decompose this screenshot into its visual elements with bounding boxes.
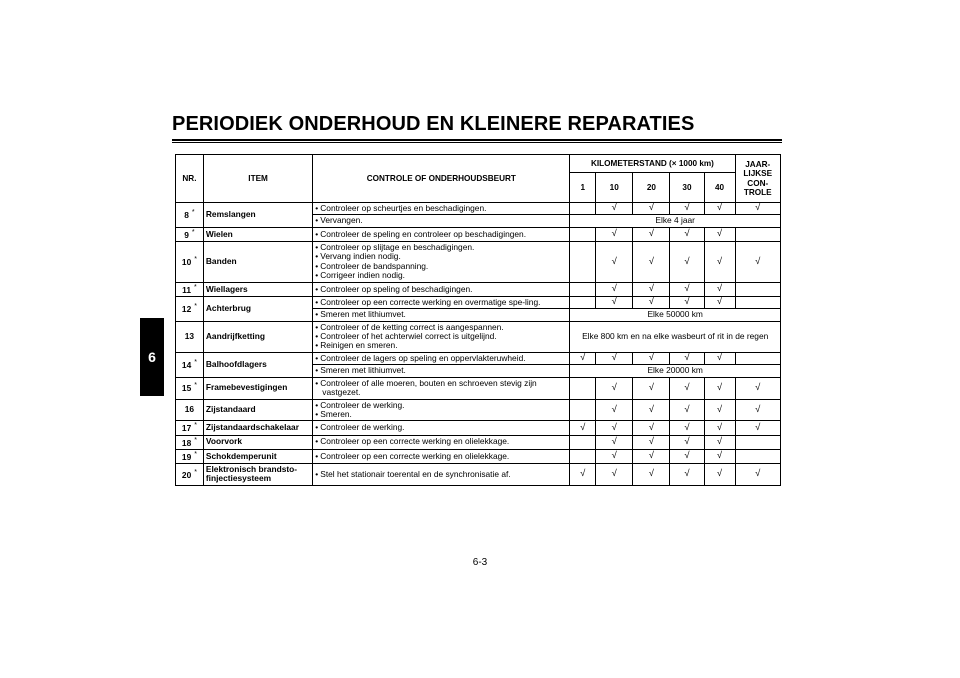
check-cell [704,242,735,283]
check-cell [735,282,780,296]
row-item: Elektronisch brandsto-finjectiesysteem [203,463,312,485]
row-number-value: 16 [184,404,195,415]
description-list [315,437,567,446]
check-mark: √ [684,352,690,364]
row-number-value: 17 [181,423,192,434]
check-cell [704,421,735,435]
table-row [176,399,781,421]
check-mark: √ [611,282,617,294]
table-row [176,203,781,215]
row-item: Wiellagers [203,282,312,296]
check-mark: √ [684,202,690,214]
check-mark: √ [684,435,690,447]
row-star: * [191,228,195,236]
check-cell [670,203,704,215]
row-star: * [194,359,197,367]
row-description [313,242,570,283]
interval-text: Elke 800 km en na elke wasbeurt of rit in de regen [570,321,781,352]
check-mark: √ [611,296,617,308]
check-mark: √ [755,403,761,415]
row-star: * [191,209,195,217]
table-row [176,449,781,463]
check-mark: √ [755,255,761,267]
row-number-value: 20 [181,469,192,480]
check-cell [570,352,596,364]
description-list [315,401,567,420]
check-mark: √ [716,296,723,308]
description-item: • Controleer de bandspanning. [315,262,567,271]
check-cell [670,435,704,449]
check-cell [633,352,670,364]
table-row [176,352,781,364]
description-list [315,243,567,281]
row-star: * [194,303,197,311]
check-cell [735,242,780,283]
check-cell [633,282,670,296]
check-mark: √ [611,468,617,480]
header-km-40: 40 [704,173,735,203]
check-cell [596,352,633,364]
check-mark: √ [648,255,654,267]
check-cell [570,242,596,283]
row-description [313,282,570,296]
check-cell [570,282,596,296]
description-item: • Controleer de werking. [315,423,567,432]
check-mark: √ [648,202,654,214]
check-cell [670,421,704,435]
check-cell [570,399,596,421]
check-mark: √ [684,468,690,480]
description-item: • Smeren met lithiumvet. [315,310,567,319]
check-cell [670,377,704,399]
table-row [176,463,781,485]
check-mark: √ [611,202,617,214]
check-mark: √ [611,381,617,393]
header-check: CONTROLE OF ONDERHOUDSBEURT [313,155,570,203]
check-cell [596,242,633,283]
check-cell [633,227,670,241]
check-mark: √ [611,435,617,447]
description-item: • Smeren. [315,410,567,419]
row-star: * [194,283,197,291]
check-mark: √ [716,255,723,267]
check-cell [735,377,780,399]
check-mark: √ [611,352,617,364]
check-cell [704,377,735,399]
check-mark: √ [684,403,690,415]
description-item: • Controleer op scheurtjes en beschadigingen. [315,204,567,213]
description-list [315,323,567,351]
check-mark: √ [611,228,617,240]
check-mark: √ [648,282,654,294]
check-cell [735,449,780,463]
description-item: • Controleer op speling of beschadigingen. [315,285,567,294]
check-mark: √ [648,403,654,415]
row-star: * [194,422,197,430]
row-item: Zijstandaardschakelaar [203,421,312,435]
page-title: PERIODIEK ONDERHOUD EN KLEINERE REPARATIES [172,113,695,135]
check-cell [633,421,670,435]
row-number [176,282,204,296]
title-underline [172,139,782,141]
row-description [313,421,570,435]
check-mark: √ [648,352,654,364]
header-km-1: 1 [570,173,596,203]
check-cell [633,449,670,463]
check-cell [735,399,780,421]
check-mark: √ [648,296,654,308]
check-cell [596,377,633,399]
check-cell [596,227,633,241]
description-item: • Reinigen en smeren. [315,341,567,350]
check-mark: √ [755,202,761,214]
check-cell [735,435,780,449]
row-item: Zijstandaard [203,399,312,421]
description-list [315,298,567,307]
description-list [315,354,567,363]
check-mark: √ [716,403,723,415]
check-mark: √ [684,450,690,461]
row-description [313,399,570,421]
row-number [176,352,204,377]
check-cell [596,296,633,308]
description-item: • Stel het stationair toerental en de synchronisatie af. [315,470,567,479]
row-description [313,352,570,364]
check-mark: √ [684,296,690,308]
row-number [176,421,204,435]
row-description [313,321,570,352]
check-cell [570,296,596,308]
row-number [176,321,204,352]
check-mark: √ [684,421,690,433]
row-description [313,203,570,215]
row-item: Voorvork [203,435,312,449]
check-cell [596,421,633,435]
row-star: * [194,256,197,264]
check-mark: √ [716,450,723,461]
row-number [176,449,204,463]
interval-text: Elke 50000 km [570,309,781,321]
check-mark: √ [648,228,654,240]
check-cell [633,435,670,449]
check-cell [735,463,780,485]
description-item: • Smeren met lithiumvet. [315,366,567,375]
header-annual: JAAR-LIJKSE CON-TROLE [735,155,780,203]
description-list [315,216,567,225]
check-cell [704,399,735,421]
check-cell [570,435,596,449]
check-mark: √ [580,352,586,364]
section-tab: 6 [140,318,164,396]
check-cell [670,242,704,283]
check-cell [704,203,735,215]
check-mark: √ [611,421,617,433]
table-row [176,296,781,308]
check-cell [633,463,670,485]
description-list [315,379,567,398]
row-description [313,215,570,227]
check-cell [570,377,596,399]
header-nr: NR. [176,155,204,203]
description-item: • Vervang indien nodig. [315,252,567,261]
check-cell [704,449,735,463]
row-number [176,242,204,283]
row-description [313,435,570,449]
table-row [176,321,781,352]
description-list [315,310,567,319]
check-cell [570,449,596,463]
row-number-value: 14 [181,359,192,370]
check-mark: √ [716,435,723,447]
row-number-value: 18 [181,437,192,448]
row-star: * [194,468,197,476]
description-list [315,423,567,432]
description-item: • Controleer of het achterwiel correct is uitgelijnd. [315,332,567,341]
check-mark: √ [716,352,723,364]
row-number [176,435,204,449]
check-cell [570,421,596,435]
check-mark: √ [684,255,690,267]
description-item: • Controleer op slijtage en beschadigingen. [315,243,567,252]
check-cell [570,463,596,485]
interval-text: Elke 20000 km [570,365,781,377]
row-number [176,227,204,241]
check-mark: √ [580,421,586,433]
check-cell [704,282,735,296]
check-mark: √ [611,255,617,267]
check-cell [633,296,670,308]
check-mark: √ [611,450,617,461]
table-row [176,421,781,435]
header-km-30: 30 [670,173,704,203]
check-cell [670,296,704,308]
table-row [176,377,781,399]
check-cell [735,352,780,364]
check-cell [670,449,704,463]
row-description [313,463,570,485]
check-cell [704,352,735,364]
row-number-value: 11 [182,284,191,295]
row-number-value: 10 [181,257,192,268]
row-number-value: 19 [181,451,192,462]
row-item: Remslangen [203,203,312,228]
description-item: • Corrigeer indien nodig. [315,271,567,280]
row-description [313,377,570,399]
check-cell [596,282,633,296]
check-cell [704,296,735,308]
description-item: • Controleer op een correcte werking en overmatige spe-ling. [315,298,567,307]
header-km-10: 10 [596,173,633,203]
table-row [176,435,781,449]
row-star: * [194,450,197,458]
description-list [315,285,567,294]
description-item: • Controleer op een correcte werking en olielekkage. [315,452,567,461]
table-header [176,155,781,203]
row-item: Achterbrug [203,296,312,321]
check-mark: √ [716,228,723,240]
check-cell [596,463,633,485]
interval-text: Elke 4 jaar [570,215,781,227]
row-number [176,203,204,228]
maintenance-table [175,154,781,486]
row-description [313,309,570,321]
row-number-value: 15 [181,383,192,394]
description-list [315,230,567,239]
check-cell [670,352,704,364]
row-item: Aandrijfketting [203,321,312,352]
check-cell [596,203,633,215]
row-number-value: 9 [184,229,189,240]
check-mark: √ [684,381,690,393]
check-mark: √ [716,381,723,393]
header-item: ITEM [203,155,312,203]
check-mark: √ [755,421,761,433]
check-cell [570,227,596,241]
check-cell [670,282,704,296]
check-mark: √ [716,468,723,480]
check-cell [735,296,780,308]
check-cell [704,227,735,241]
check-mark: √ [755,468,761,480]
header-km-20: 20 [633,173,670,203]
description-item: • Controleer de werking. [315,401,567,410]
row-star: * [194,382,197,390]
description-list [315,452,567,461]
check-mark: √ [648,450,654,461]
check-mark: √ [716,202,723,214]
row-number-value: 12 [181,303,192,314]
row-number [176,463,204,485]
row-description [313,365,570,377]
check-mark: √ [648,468,654,480]
row-item: Banden [203,242,312,283]
check-cell [704,463,735,485]
table-row [176,242,781,283]
description-item: • Vervangen. [315,216,567,225]
row-item: Schokdemperunit [203,449,312,463]
row-description [313,296,570,308]
check-cell [704,435,735,449]
check-mark: √ [648,435,654,447]
check-cell [633,377,670,399]
row-item: Wielen [203,227,312,241]
description-list [315,470,567,479]
description-list [315,204,567,213]
description-list [315,366,567,375]
row-item: Balhoofdlagers [203,352,312,377]
row-item: Framebevestigingen [203,377,312,399]
table-row [176,282,781,296]
table-row [176,227,781,241]
check-cell [670,227,704,241]
row-description [313,227,570,241]
check-mark: √ [716,421,723,433]
check-cell [670,463,704,485]
check-cell [735,227,780,241]
check-mark: √ [755,381,761,393]
check-mark: √ [648,421,654,433]
row-number [176,399,204,421]
description-item: • Controleer of de ketting correct is aangespannen. [315,323,567,332]
check-cell [633,242,670,283]
check-mark: √ [580,468,586,480]
check-cell [570,203,596,215]
description-item: • Controleer op een correcte werking en olielekkage. [315,437,567,446]
check-cell [735,203,780,215]
description-item: • Controleer de lagers op speling en oppervlakteruwheid. [315,354,567,363]
check-mark: √ [684,228,690,240]
check-cell [735,421,780,435]
check-mark: √ [684,282,690,294]
check-mark: √ [648,381,654,393]
row-number [176,296,204,321]
row-number [176,377,204,399]
check-cell [633,203,670,215]
row-number-value: 13 [184,331,195,342]
check-cell [596,449,633,463]
check-cell [596,435,633,449]
row-star: * [194,436,197,444]
title-underline-thin [172,142,782,143]
header-km-group: KILOMETERSTAND (× 1000 km) [570,155,735,173]
row-description [313,449,570,463]
page-number: 6-3 [472,557,488,568]
row-number-value: 8 [184,210,189,221]
check-mark: √ [716,282,723,294]
check-cell [670,399,704,421]
description-item: • Controleer of alle moeren, bouten en schroeven stevig zijn vastgezet. [315,379,567,398]
check-cell [596,399,633,421]
description-item: • Controleer de speling en controleer op beschadigingen. [315,230,567,239]
check-mark: √ [611,403,617,415]
check-cell [633,399,670,421]
table-body [176,203,781,486]
